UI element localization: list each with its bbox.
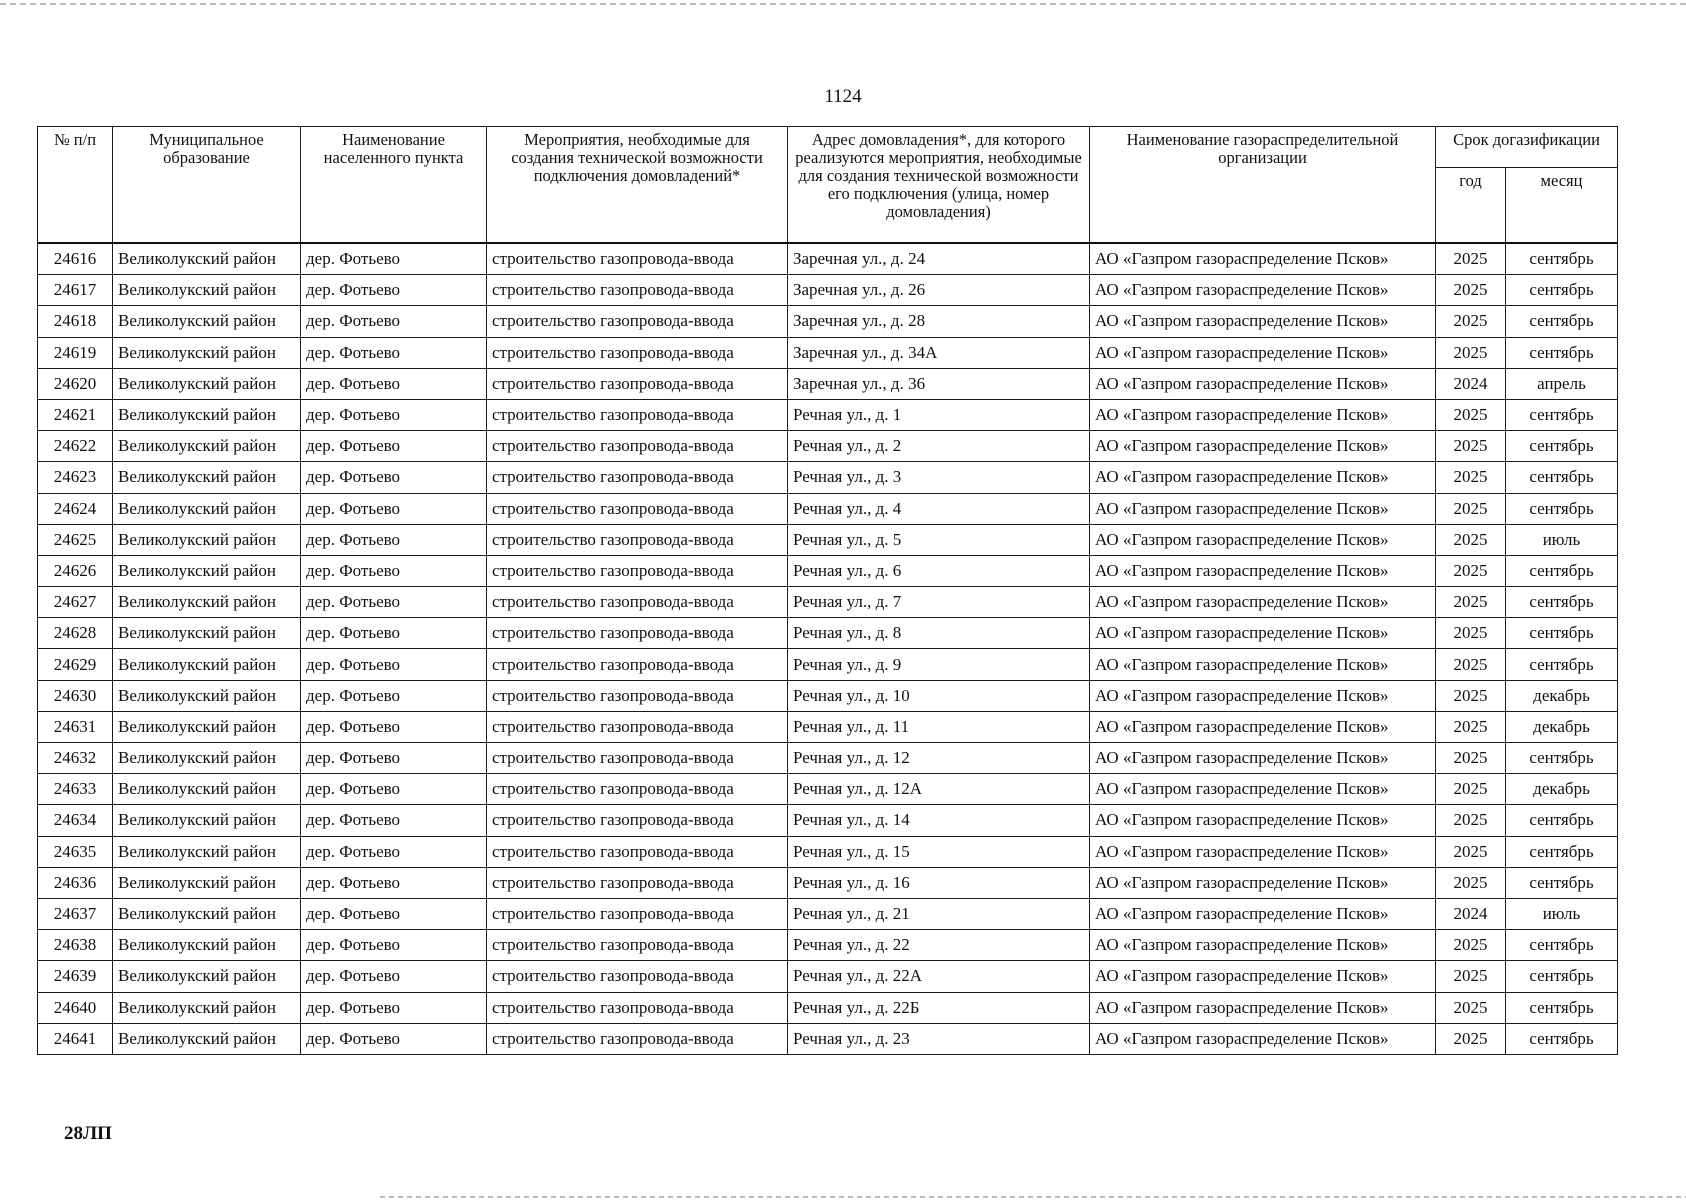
cell-measures: строительство газопровода-ввода	[487, 680, 788, 711]
cell-month: сентябрь	[1506, 399, 1618, 430]
cell-measures: строительство газопровода-ввода	[487, 306, 788, 337]
cell-organization: АО «Газпром газораспределение Псков»	[1090, 587, 1436, 618]
cell-year: 2025	[1436, 711, 1506, 742]
cell-address: Речная ул., д. 12А	[788, 774, 1090, 805]
table-row	[38, 275, 1618, 306]
cell-municipality: Великолукский район	[113, 306, 301, 337]
cell-organization: АО «Газпром газораспределение Псков»	[1090, 649, 1436, 680]
cell-month: сентябрь	[1506, 587, 1618, 618]
cell-settlement: дер. Фотьево	[301, 493, 487, 524]
cell-organization: АО «Газпром газораспределение Псков»	[1090, 680, 1436, 711]
cell-municipality: Великолукский район	[113, 961, 301, 992]
cell-measures: строительство газопровода-ввода	[487, 867, 788, 898]
cell-num: 24637	[38, 898, 113, 929]
cell-measures: строительство газопровода-ввода	[487, 1023, 788, 1054]
cell-settlement: дер. Фотьево	[301, 618, 487, 649]
cell-month: сентябрь	[1506, 649, 1618, 680]
cell-organization: АО «Газпром газораспределение Псков»	[1090, 1023, 1436, 1054]
cell-settlement: дер. Фотьево	[301, 774, 487, 805]
cell-num: 24635	[38, 836, 113, 867]
table-row	[38, 618, 1618, 649]
cell-settlement: дер. Фотьево	[301, 867, 487, 898]
cell-measures: строительство газопровода-ввода	[487, 275, 788, 306]
cell-num: 24636	[38, 867, 113, 898]
footer-code: 28ЛП	[64, 1123, 112, 1144]
cell-measures: строительство газопровода-ввода	[487, 368, 788, 399]
cell-municipality: Великолукский район	[113, 555, 301, 586]
cell-address: Речная ул., д. 2	[788, 431, 1090, 462]
cell-settlement: дер. Фотьево	[301, 337, 487, 368]
cell-organization: АО «Газпром газораспределение Псков»	[1090, 555, 1436, 586]
cell-organization: АО «Газпром газораспределение Псков»	[1090, 306, 1436, 337]
cell-municipality: Великолукский район	[113, 867, 301, 898]
cell-municipality: Великолукский район	[113, 337, 301, 368]
cell-municipality: Великолукский район	[113, 368, 301, 399]
cell-organization: АО «Газпром газораспределение Псков»	[1090, 836, 1436, 867]
cell-month: июль	[1506, 898, 1618, 929]
cell-measures: строительство газопровода-ввода	[487, 774, 788, 805]
cell-organization: АО «Газпром газораспределение Псков»	[1090, 992, 1436, 1023]
cell-address: Речная ул., д. 6	[788, 555, 1090, 586]
cell-year: 2025	[1436, 836, 1506, 867]
cell-num: 24628	[38, 618, 113, 649]
cell-num: 24624	[38, 493, 113, 524]
cell-municipality: Великолукский район	[113, 649, 301, 680]
table-row	[38, 992, 1618, 1023]
cell-address: Речная ул., д. 1	[788, 399, 1090, 430]
table-row	[38, 493, 1618, 524]
cell-municipality: Великолукский район	[113, 524, 301, 555]
cell-month: сентябрь	[1506, 431, 1618, 462]
cell-year: 2025	[1436, 867, 1506, 898]
cell-address: Заречная ул., д. 36	[788, 368, 1090, 399]
cell-municipality: Великолукский район	[113, 493, 301, 524]
header-settlement: Наименование населенного пункта	[301, 127, 487, 244]
cell-year: 2025	[1436, 337, 1506, 368]
table-row	[38, 462, 1618, 493]
cell-num: 24639	[38, 961, 113, 992]
cell-organization: АО «Газпром газораспределение Псков»	[1090, 275, 1436, 306]
cell-year: 2025	[1436, 930, 1506, 961]
cell-month: сентябрь	[1506, 462, 1618, 493]
cell-year: 2025	[1436, 587, 1506, 618]
cell-settlement: дер. Фотьево	[301, 368, 487, 399]
table-row	[38, 1023, 1618, 1054]
table-row	[38, 337, 1618, 368]
cell-address: Речная ул., д. 8	[788, 618, 1090, 649]
cell-settlement: дер. Фотьево	[301, 524, 487, 555]
cell-measures: строительство газопровода-ввода	[487, 555, 788, 586]
cell-municipality: Великолукский район	[113, 399, 301, 430]
header-year: год	[1436, 168, 1506, 244]
cell-organization: АО «Газпром газораспределение Псков»	[1090, 743, 1436, 774]
table-row	[38, 836, 1618, 867]
cell-year: 2025	[1436, 743, 1506, 774]
cell-year: 2025	[1436, 618, 1506, 649]
cell-year: 2025	[1436, 524, 1506, 555]
cell-municipality: Великолукский район	[113, 431, 301, 462]
table-row	[38, 680, 1618, 711]
cell-measures: строительство газопровода-ввода	[487, 618, 788, 649]
cell-settlement: дер. Фотьево	[301, 431, 487, 462]
cell-measures: строительство газопровода-ввода	[487, 524, 788, 555]
cell-year: 2025	[1436, 774, 1506, 805]
cell-settlement: дер. Фотьево	[301, 555, 487, 586]
cell-num: 24616	[38, 243, 113, 275]
table-row	[38, 930, 1618, 961]
cell-month: сентябрь	[1506, 493, 1618, 524]
cell-address: Заречная ул., д. 24	[788, 243, 1090, 275]
cell-address: Речная ул., д. 23	[788, 1023, 1090, 1054]
cell-address: Речная ул., д. 15	[788, 836, 1090, 867]
cell-year: 2025	[1436, 649, 1506, 680]
cell-num: 24625	[38, 524, 113, 555]
cell-num: 24633	[38, 774, 113, 805]
cell-month: сентябрь	[1506, 275, 1618, 306]
cell-month: сентябрь	[1506, 306, 1618, 337]
cell-organization: АО «Газпром газораспределение Псков»	[1090, 368, 1436, 399]
cell-organization: АО «Газпром газораспределение Псков»	[1090, 961, 1436, 992]
cell-month: сентябрь	[1506, 337, 1618, 368]
cell-settlement: дер. Фотьево	[301, 930, 487, 961]
cell-month: сентябрь	[1506, 805, 1618, 836]
table-row	[38, 711, 1618, 742]
cell-municipality: Великолукский район	[113, 805, 301, 836]
cell-year: 2025	[1436, 555, 1506, 586]
cell-municipality: Великолукский район	[113, 587, 301, 618]
cell-address: Заречная ул., д. 34А	[788, 337, 1090, 368]
header-organization: Наименование газораспределительной организации	[1090, 127, 1436, 244]
cell-settlement: дер. Фотьево	[301, 587, 487, 618]
cell-measures: строительство газопровода-ввода	[487, 836, 788, 867]
cell-measures: строительство газопровода-ввода	[487, 462, 788, 493]
cell-settlement: дер. Фотьево	[301, 898, 487, 929]
header-municipality: Муниципальное образование	[113, 127, 301, 244]
cell-measures: строительство газопровода-ввода	[487, 711, 788, 742]
cell-address: Речная ул., д. 7	[788, 587, 1090, 618]
cell-settlement: дер. Фотьево	[301, 680, 487, 711]
cell-settlement: дер. Фотьево	[301, 649, 487, 680]
cell-address: Заречная ул., д. 28	[788, 306, 1090, 337]
cell-measures: строительство газопровода-ввода	[487, 992, 788, 1023]
cell-year: 2024	[1436, 368, 1506, 399]
cell-num: 24627	[38, 587, 113, 618]
cell-municipality: Великолукский район	[113, 711, 301, 742]
cell-organization: АО «Газпром газораспределение Псков»	[1090, 493, 1436, 524]
table-row	[38, 431, 1618, 462]
table-row	[38, 961, 1618, 992]
cell-measures: строительство газопровода-ввода	[487, 961, 788, 992]
cell-measures: строительство газопровода-ввода	[487, 399, 788, 430]
cell-measures: строительство газопровода-ввода	[487, 431, 788, 462]
table-header	[38, 127, 1618, 244]
cell-num: 24630	[38, 680, 113, 711]
cell-year: 2025	[1436, 805, 1506, 836]
cell-settlement: дер. Фотьево	[301, 275, 487, 306]
table-body	[38, 243, 1618, 1054]
cell-settlement: дер. Фотьево	[301, 1023, 487, 1054]
table-row	[38, 774, 1618, 805]
page-number: 1124	[824, 86, 862, 107]
cell-municipality: Великолукский район	[113, 680, 301, 711]
cell-year: 2025	[1436, 243, 1506, 275]
cell-municipality: Великолукский район	[113, 243, 301, 275]
cell-organization: АО «Газпром газораспределение Псков»	[1090, 399, 1436, 430]
cell-num: 24617	[38, 275, 113, 306]
cell-organization: АО «Газпром газораспределение Псков»	[1090, 867, 1436, 898]
table-row	[38, 524, 1618, 555]
cell-settlement: дер. Фотьево	[301, 961, 487, 992]
cell-num: 24623	[38, 462, 113, 493]
cell-address: Речная ул., д. 4	[788, 493, 1090, 524]
cell-organization: АО «Газпром газораспределение Псков»	[1090, 524, 1436, 555]
cell-address: Речная ул., д. 3	[788, 462, 1090, 493]
table-row	[38, 368, 1618, 399]
cell-num: 24618	[38, 306, 113, 337]
table-row	[38, 898, 1618, 929]
cell-month: декабрь	[1506, 711, 1618, 742]
cell-organization: АО «Газпром газораспределение Псков»	[1090, 711, 1436, 742]
table-row	[38, 555, 1618, 586]
scan-edge-top	[0, 3, 1686, 5]
cell-month: декабрь	[1506, 680, 1618, 711]
table-row	[38, 243, 1618, 275]
cell-month: сентябрь	[1506, 992, 1618, 1023]
table-row	[38, 743, 1618, 774]
scan-edge-bottom	[380, 1196, 1686, 1198]
cell-organization: АО «Газпром газораспределение Псков»	[1090, 431, 1436, 462]
cell-address: Речная ул., д. 22Б	[788, 992, 1090, 1023]
cell-month: сентябрь	[1506, 1023, 1618, 1054]
cell-organization: АО «Газпром газораспределение Псков»	[1090, 805, 1436, 836]
cell-settlement: дер. Фотьево	[301, 399, 487, 430]
header-num: № п/п	[38, 127, 113, 244]
cell-municipality: Великолукский район	[113, 462, 301, 493]
cell-num: 24638	[38, 930, 113, 961]
cell-municipality: Великолукский район	[113, 1023, 301, 1054]
cell-year: 2025	[1436, 431, 1506, 462]
cell-address: Речная ул., д. 14	[788, 805, 1090, 836]
cell-settlement: дер. Фотьево	[301, 992, 487, 1023]
cell-num: 24620	[38, 368, 113, 399]
table-row	[38, 587, 1618, 618]
cell-address: Речная ул., д. 21	[788, 898, 1090, 929]
cell-measures: строительство газопровода-ввода	[487, 805, 788, 836]
cell-municipality: Великолукский район	[113, 898, 301, 929]
cell-measures: строительство газопровода-ввода	[487, 649, 788, 680]
table-row	[38, 399, 1618, 430]
cell-month: сентябрь	[1506, 555, 1618, 586]
cell-address: Речная ул., д. 12	[788, 743, 1090, 774]
cell-month: апрель	[1506, 368, 1618, 399]
cell-month: июль	[1506, 524, 1618, 555]
cell-num: 24640	[38, 992, 113, 1023]
cell-num: 24622	[38, 431, 113, 462]
cell-month: сентябрь	[1506, 930, 1618, 961]
header-deadline: Срок догазификации	[1436, 127, 1618, 168]
cell-measures: строительство газопровода-ввода	[487, 243, 788, 275]
cell-measures: строительство газопровода-ввода	[487, 743, 788, 774]
cell-year: 2025	[1436, 680, 1506, 711]
cell-measures: строительство газопровода-ввода	[487, 337, 788, 368]
cell-num: 24621	[38, 399, 113, 430]
cell-organization: АО «Газпром газораспределение Псков»	[1090, 337, 1436, 368]
cell-settlement: дер. Фотьево	[301, 462, 487, 493]
cell-municipality: Великолукский район	[113, 774, 301, 805]
header-address: Адрес домовладения*, для которого реализуются мероприятия, необходимые для создания технической возможности его подключения (улица, номер домовладения)	[788, 127, 1090, 244]
table-row	[38, 306, 1618, 337]
cell-address: Речная ул., д. 10	[788, 680, 1090, 711]
cell-address: Речная ул., д. 22А	[788, 961, 1090, 992]
cell-organization: АО «Газпром газораспределение Псков»	[1090, 898, 1436, 929]
gasification-table	[37, 126, 1618, 1055]
cell-year: 2025	[1436, 275, 1506, 306]
cell-organization: АО «Газпром газораспределение Псков»	[1090, 618, 1436, 649]
cell-settlement: дер. Фотьево	[301, 836, 487, 867]
cell-month: сентябрь	[1506, 867, 1618, 898]
cell-month: сентябрь	[1506, 743, 1618, 774]
cell-address: Речная ул., д. 5	[788, 524, 1090, 555]
cell-month: сентябрь	[1506, 961, 1618, 992]
table-row	[38, 649, 1618, 680]
cell-num: 24631	[38, 711, 113, 742]
cell-organization: АО «Газпром газораспределение Псков»	[1090, 243, 1436, 275]
cell-address: Речная ул., д. 16	[788, 867, 1090, 898]
cell-measures: строительство газопровода-ввода	[487, 493, 788, 524]
cell-num: 24619	[38, 337, 113, 368]
cell-address: Заречная ул., д. 26	[788, 275, 1090, 306]
cell-year: 2025	[1436, 961, 1506, 992]
cell-municipality: Великолукский район	[113, 930, 301, 961]
cell-num: 24641	[38, 1023, 113, 1054]
cell-organization: АО «Газпром газораспределение Псков»	[1090, 774, 1436, 805]
cell-settlement: дер. Фотьево	[301, 743, 487, 774]
cell-year: 2024	[1436, 898, 1506, 929]
cell-municipality: Великолукский район	[113, 992, 301, 1023]
cell-month: сентябрь	[1506, 618, 1618, 649]
cell-month: сентябрь	[1506, 836, 1618, 867]
table-row	[38, 867, 1618, 898]
cell-year: 2025	[1436, 462, 1506, 493]
cell-municipality: Великолукский район	[113, 836, 301, 867]
cell-address: Речная ул., д. 9	[788, 649, 1090, 680]
cell-num: 24629	[38, 649, 113, 680]
cell-municipality: Великолукский район	[113, 743, 301, 774]
cell-address: Речная ул., д. 22	[788, 930, 1090, 961]
cell-month: сентябрь	[1506, 243, 1618, 275]
cell-settlement: дер. Фотьево	[301, 805, 487, 836]
cell-num: 24632	[38, 743, 113, 774]
cell-settlement: дер. Фотьево	[301, 243, 487, 275]
cell-year: 2025	[1436, 1023, 1506, 1054]
table-row	[38, 805, 1618, 836]
cell-organization: АО «Газпром газораспределение Псков»	[1090, 930, 1436, 961]
cell-municipality: Великолукский район	[113, 618, 301, 649]
cell-municipality: Великолукский район	[113, 275, 301, 306]
cell-settlement: дер. Фотьево	[301, 306, 487, 337]
cell-year: 2025	[1436, 306, 1506, 337]
cell-measures: строительство газопровода-ввода	[487, 587, 788, 618]
header-month: месяц	[1506, 168, 1618, 244]
cell-address: Речная ул., д. 11	[788, 711, 1090, 742]
cell-year: 2025	[1436, 992, 1506, 1023]
cell-num: 24626	[38, 555, 113, 586]
cell-settlement: дер. Фотьево	[301, 711, 487, 742]
cell-year: 2025	[1436, 399, 1506, 430]
cell-organization: АО «Газпром газораспределение Псков»	[1090, 462, 1436, 493]
cell-num: 24634	[38, 805, 113, 836]
cell-measures: строительство газопровода-ввода	[487, 898, 788, 929]
cell-measures: строительство газопровода-ввода	[487, 930, 788, 961]
cell-year: 2025	[1436, 493, 1506, 524]
header-measures: Мероприятия, необходимые для создания технической возможности подключения домовладений*	[487, 127, 788, 244]
cell-month: декабрь	[1506, 774, 1618, 805]
